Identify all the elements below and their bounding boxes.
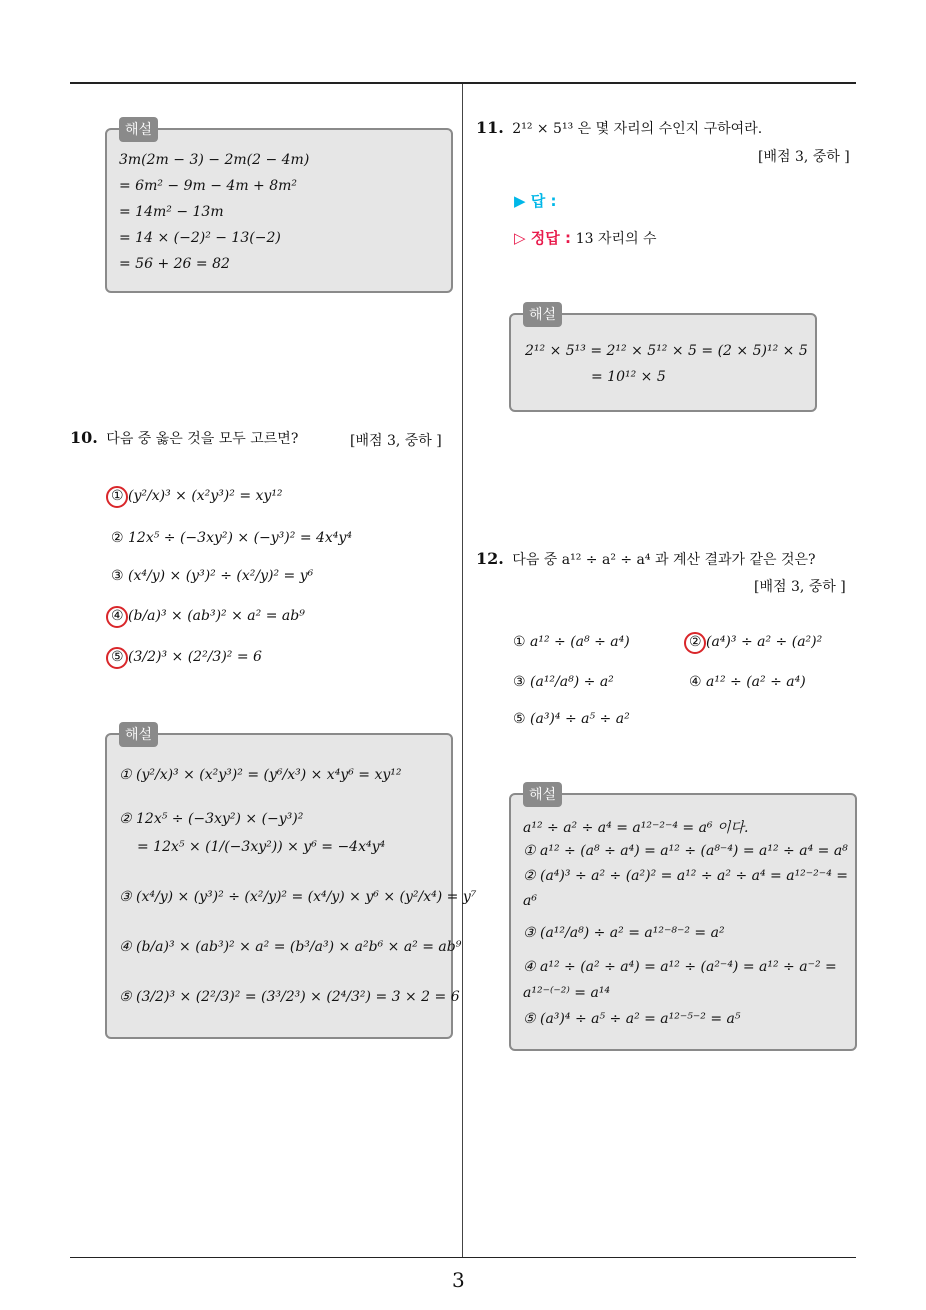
option-expression: (y²/x)³ × (x²y³)² = xy¹²: [128, 488, 283, 504]
option-number: ①: [111, 488, 124, 504]
option-number: ④: [111, 608, 124, 624]
option-expression: (a³)⁴ ÷ a⁵ ÷ a²: [530, 711, 630, 727]
question-text: 다음 중 a¹² ÷ a² ÷ a⁴ 과 계산 결과가 같은 것은?: [512, 552, 816, 568]
column-divider: [462, 84, 463, 1258]
solution-line: ① a¹² ÷ (a⁸ ÷ a⁴) = a¹² ÷ (a⁸⁻⁴) = a¹² ÷ a⁴ = a⁸: [523, 843, 848, 859]
option-expression: (b/a)³ × (ab³)² × a² = ab⁹: [128, 608, 305, 624]
solution-tag: 해설: [523, 302, 562, 327]
answer-option-3[interactable]: [513, 674, 614, 690]
answer-option-3[interactable]: [111, 568, 313, 584]
answer-option-5[interactable]: [111, 649, 262, 665]
solution-box-q12: [509, 787, 857, 1051]
answer-option-2[interactable]: [689, 634, 822, 650]
solution-tag: 해설: [119, 722, 158, 747]
answer-option-2[interactable]: [111, 530, 352, 546]
option-expression: 12x⁵ ÷ (−3xy²) × (−y³)² = 4x⁴y⁴: [128, 530, 352, 546]
solution-line: ③ (x⁴/y) × (y³)² ÷ (x²/y)² = (x⁴/y) × y⁶ × (y²/x⁴) = y⁷: [119, 889, 477, 905]
solution-box-q11: [509, 307, 817, 412]
solution-line: ③ (a¹²/a⁸) ÷ a² = a¹²⁻⁸⁻² = a²: [523, 925, 725, 941]
solution-line: = 10¹² × 5: [591, 369, 666, 385]
answer-option-5[interactable]: [513, 711, 630, 727]
solution-line: ④ (b/a)³ × (ab³)² × a² = (b³/a³) × a²b⁶ × a² = ab⁹: [119, 939, 462, 955]
solution-line: ⑤ (3/2)³ × (2²/3)² = (3³/2³) × (2⁴/3²) = 3 × 2 = 6: [119, 989, 460, 1005]
solution-line: ② 12x⁵ ÷ (−3xy²) × (−y³)²: [119, 811, 304, 827]
question-number: 11.: [476, 118, 504, 137]
option-expression: (a⁴)³ ÷ a² ÷ (a²)²: [706, 634, 823, 650]
solution-tag: 해설: [119, 117, 158, 142]
correct-answer-value: 13 자리의 수: [575, 231, 657, 247]
solution-box-q9: [105, 122, 453, 293]
solution-line: a⁶: [523, 893, 537, 909]
option-expression: a¹² ÷ (a² ÷ a⁴): [706, 674, 806, 690]
solution-line: ⑤ (a³)⁴ ÷ a⁵ ÷ a² = a¹²⁻⁵⁻² = a⁵: [523, 1011, 741, 1027]
solution-line: a¹²⁻⁽⁻²⁾ = a¹⁴: [523, 985, 611, 1001]
question-10: [70, 428, 298, 448]
bottom-rule: [70, 1257, 856, 1258]
option-number: ①: [513, 634, 526, 650]
option-number: ⑤: [513, 711, 526, 727]
question-points: [배점 3, 중하 ]: [758, 149, 850, 165]
question-number: 10.: [70, 428, 98, 447]
question-number: 12.: [476, 549, 504, 568]
solution-line: 3m(2m − 3) − 2m(2 − 4m): [119, 152, 310, 168]
question-points: [배점 3, 중하 ]: [754, 579, 846, 595]
answer-option-1[interactable]: [111, 488, 283, 504]
solution-box-q10: [105, 727, 477, 1039]
answer-option-1[interactable]: [513, 634, 630, 650]
option-number: ②: [111, 530, 124, 546]
question-text: 2¹² × 5¹³ 은 몇 자리의 수인지 구하여라.: [512, 121, 763, 137]
option-number: ④: [689, 674, 702, 690]
solution-line: = 14m² − 13m: [119, 204, 224, 220]
question-12: [476, 549, 816, 569]
solution-line: = 12x⁵ × (1/(−3xy²)) × y⁶ = −4x⁴y⁴: [137, 839, 386, 855]
solution-line: = 14 × (−2)² − 13(−2): [119, 230, 281, 246]
page-number: 3: [452, 1268, 465, 1292]
question-11: [476, 118, 762, 138]
option-number: ⑤: [111, 649, 124, 665]
solution-line: a¹² ÷ a² ÷ a⁴ = a¹²⁻²⁻⁴ = a⁶ 이다.: [523, 820, 749, 836]
question-points: [배점 3, 중하 ]: [350, 433, 442, 449]
option-expression: a¹² ÷ (a⁸ ÷ a⁴): [530, 634, 630, 650]
option-number: ③: [111, 568, 124, 584]
top-rule: [70, 82, 856, 84]
answer-label: ▶ 답 :: [514, 192, 557, 210]
option-expression: (3/2)³ × (2²/3)² = 6: [128, 649, 262, 665]
option-expression: (x⁴/y) × (y³)² ÷ (x²/y)² = y⁶: [128, 568, 314, 584]
solution-tag: 해설: [523, 782, 562, 807]
answer-option-4[interactable]: [111, 608, 305, 624]
solution-line: ② (a⁴)³ ÷ a² ÷ (a²)² = a¹² ÷ a² ÷ a⁴ = a¹²⁻²⁻⁴ =: [523, 868, 848, 884]
option-expression: (a¹²/a⁸) ÷ a²: [530, 674, 614, 690]
correct-answer: [514, 227, 657, 248]
solution-line: ① (y²/x)³ × (x²y³)² = (y⁶/x³) × x⁴y⁶ = xy¹²: [119, 767, 402, 783]
option-number: ③: [513, 674, 526, 690]
option-number: ②: [689, 634, 702, 650]
question-text: 다음 중 옳은 것을 모두 고르면?: [106, 431, 299, 447]
solution-line: = 56 + 26 = 82: [119, 256, 230, 272]
answer-option-4[interactable]: [689, 674, 806, 690]
solution-line: 2¹² × 5¹³ = 2¹² × 5¹² × 5 = (2 × 5)¹² × 5: [525, 343, 808, 359]
correct-answer-label: ▷ 정답 :: [514, 229, 571, 247]
solution-line: = 6m² − 9m − 4m + 8m²: [119, 178, 298, 194]
solution-line: ④ a¹² ÷ (a² ÷ a⁴) = a¹² ÷ (a²⁻⁴) = a¹² ÷ a⁻² =: [523, 959, 837, 975]
